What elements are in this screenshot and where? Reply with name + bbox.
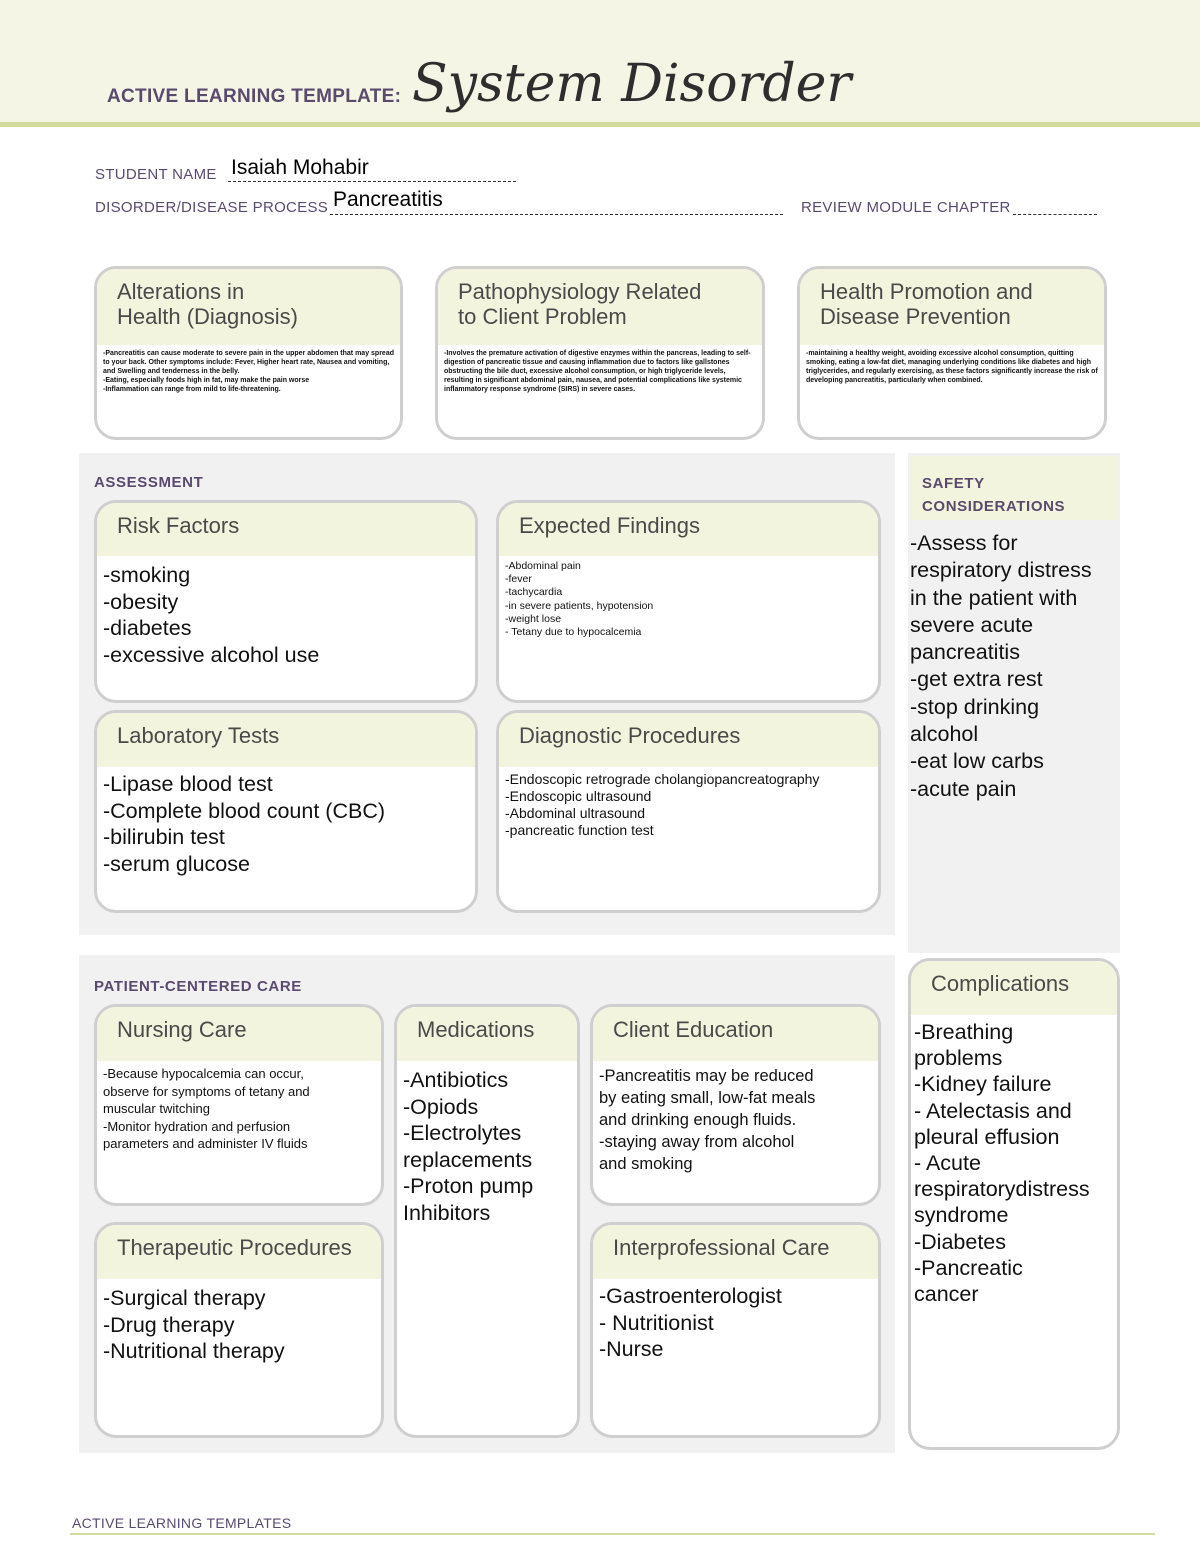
medications-body[interactable]: -Antibiotics -Opiods -Electrolytes replacements -Proton pump Inhibitors [403, 1068, 534, 1225]
footer-rule [70, 1533, 1155, 1535]
alterations-title: Alterations in Health (Diagnosis) [97, 269, 400, 345]
interprofessional-care-body[interactable]: -Gastroenterologist - Nutritionist -Nurse [599, 1284, 782, 1361]
risk-factors-title: Risk Factors [97, 503, 475, 556]
nursing-care-card [94, 1004, 384, 1206]
review-module-label: REVIEW MODULE CHAPTER [801, 199, 1011, 216]
medications-title: Medications [397, 1007, 577, 1061]
pathophysiology-title: Pathophysiology Related to Client Problem [438, 269, 762, 345]
interprofessional-care-card [590, 1222, 881, 1438]
alterations-card [94, 266, 403, 440]
therapeutic-procedures-card [94, 1222, 384, 1438]
disorder-label: DISORDER/DISEASE PROCESS [95, 199, 329, 216]
nursing-care-title: Nursing Care [97, 1007, 381, 1061]
template-title: System Disorder [412, 54, 852, 114]
client-education-title: Client Education [593, 1007, 878, 1061]
diagnostic-procedures-card [496, 710, 881, 913]
complications-card [908, 958, 1120, 1450]
health-promotion-body[interactable]: -maintaining a healthy weight, avoiding excessive alcohol consumption, quitting smoking, eating a low-fat diet, managing underlying conditions like diabetes and high triglycerides, and regularly exercising, as these factors significantly increase the risk of developing pancreatitis, particularly when combined. [806, 350, 1098, 384]
health-promotion-card [797, 266, 1107, 440]
student-name-label: STUDENT NAME [95, 166, 217, 183]
interprofessional-care-title: Interprofessional Care [593, 1225, 878, 1279]
review-module-line[interactable] [1013, 214, 1097, 215]
risk-factors-card [94, 500, 478, 703]
diagnostic-procedures-body[interactable]: -Endoscopic retrograde cholangiopancreatography -Endoscopic ultrasound -Abdominal ultrasound -pancreatic function test [505, 771, 820, 838]
pathophysiology-card [435, 266, 765, 440]
diagnostic-procedures-title: Diagnostic Procedures [499, 713, 878, 767]
expected-findings-card [496, 500, 881, 703]
alterations-body[interactable]: -Pancreatitis can cause moderate to severe pain in the upper abdomen that may spread to your back. Other symptoms include: Fever, Higher heart rate, Nausea and vomiting, and Swelling and tenderness in the belly. -Eating, especially foods high in fat, may make the pain worse -Inflammation can range from mild to life-threatening. [103, 350, 394, 393]
medications-card [394, 1004, 580, 1438]
student-name-value[interactable]: Isaiah Mohabir [231, 156, 369, 179]
complications-title: Complications [911, 961, 1117, 1015]
patient-centered-care-label: PATIENT-CENTERED CARE [94, 978, 302, 995]
student-name-line [228, 181, 516, 182]
client-education-body[interactable]: -Pancreatitis may be reduced by eating small, low-fat meals and drinking enough fluids. -staying away from alcohol and smoking [599, 1067, 816, 1173]
assessment-label: ASSESSMENT [94, 474, 204, 491]
nursing-care-body[interactable]: -Because hypocalcemia can occur, observe for symptoms of tetany and muscular twitching -Monitor hydration and perfusion parameters and administer IV fluids [103, 1066, 310, 1151]
client-education-card [590, 1004, 881, 1206]
complications-body[interactable]: -Breathing problems -Kidney failure - Atelectasis and pleural effusion - Acute respiratorydistress syndrome -Diabetes -Pancreatic cancer [914, 1020, 1090, 1307]
pathophysiology-body[interactable]: -Involves the premature activation of digestive enzymes within the pancreas, leading to self-digestion of pancreatic tissue and causing inflammation due to factors like gallstones obstructing the bile duct, excessive alcohol consumption, or high triglyceride levels, resulting in significant abdominal pain, nausea, and potential complications like systemic inflammatory response syndrome (SIRS) in severe cases. [444, 350, 751, 393]
disorder-value[interactable]: Pancreatitis [333, 188, 443, 211]
laboratory-tests-body[interactable]: -Lipase blood test -Complete blood count (CBC) -bilirubin test -serum glucose [103, 772, 386, 876]
template-label: ACTIVE LEARNING TEMPLATE: [107, 86, 402, 107]
laboratory-tests-title: Laboratory Tests [97, 713, 475, 767]
health-promotion-title: Health Promotion and Disease Prevention [800, 269, 1104, 345]
footer-text: ACTIVE LEARNING TEMPLATES [72, 1515, 292, 1531]
safety-label: SAFETY CONSIDERATIONS [922, 475, 1066, 515]
header-rule [0, 122, 1200, 127]
therapeutic-procedures-body[interactable]: -Surgical therapy -Drug therapy -Nutritional therapy [103, 1286, 285, 1363]
disorder-line [330, 214, 783, 215]
safety-body[interactable]: -Assess for respiratory distress in the patient with severe acute pancreatitis -get extra rest -stop drinking alcohol -eat low carbs -acute pain [910, 531, 1092, 801]
expected-findings-title: Expected Findings [499, 503, 878, 556]
risk-factors-body[interactable]: -smoking -obesity -diabetes -excessive alcohol use [103, 563, 320, 667]
expected-findings-body[interactable]: -Abdominal pain -fever -tachycardia -in severe patients, hypotension -weight lose - Tetany due to hypocalcemia [505, 560, 654, 639]
laboratory-tests-card [94, 710, 478, 913]
therapeutic-procedures-title: Therapeutic Procedures [97, 1225, 381, 1279]
